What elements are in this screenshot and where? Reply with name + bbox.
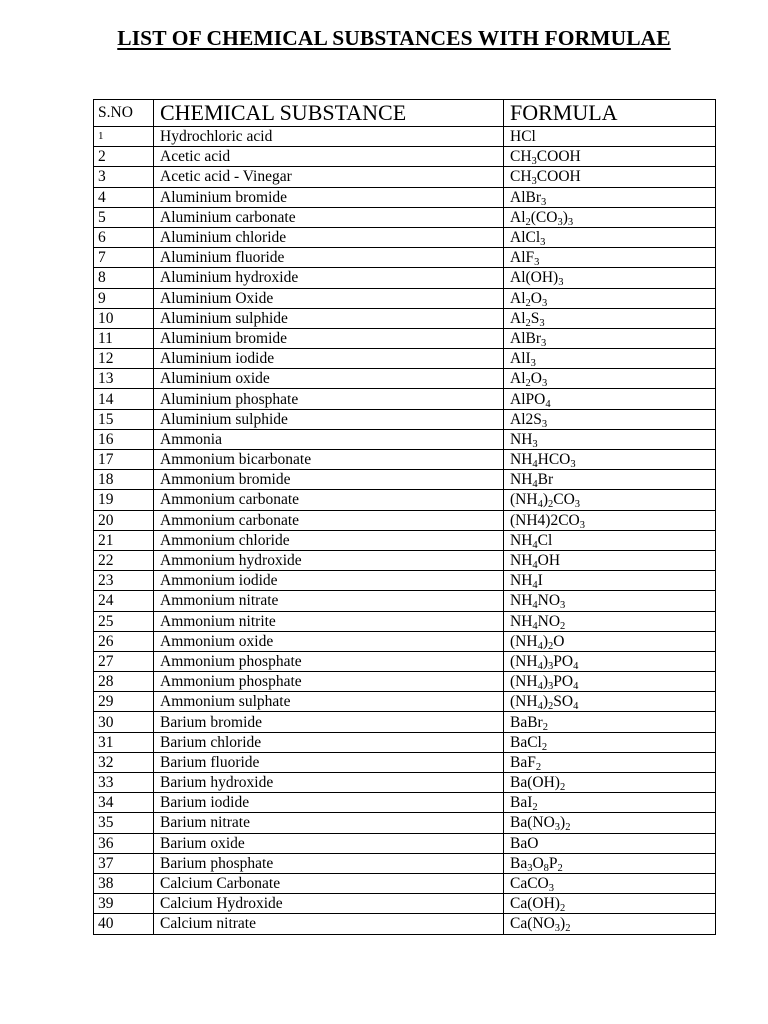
formula-subscript: 2 [541, 741, 548, 753]
formula-text: BaF [510, 753, 536, 771]
formula-text: SO [553, 693, 574, 711]
formula-cell [504, 773, 716, 793]
formula-subscript: 3 [527, 862, 533, 874]
formula-cell [504, 227, 716, 247]
table-row [94, 248, 716, 268]
table-row [94, 550, 716, 570]
formula-text: BaBr [510, 713, 543, 731]
formula-cell [504, 167, 716, 187]
substance-name-cell: Calcium Carbonate [154, 873, 504, 893]
formula-subscript: 4 [532, 600, 538, 611]
formula-cell [504, 732, 716, 752]
serial-number-cell: 7 [94, 248, 154, 268]
sno-column-header: S.NO [94, 100, 154, 127]
formula-text: NH [510, 552, 533, 570]
table-row [94, 894, 716, 914]
formula-cell [504, 752, 716, 772]
formula-subscript: 8 [543, 862, 549, 874]
formula-text: PO [553, 652, 574, 670]
formula-cell [504, 853, 716, 873]
serial-number-cell: 30 [94, 712, 154, 732]
formula-text: ) [542, 673, 548, 691]
serial-number-cell: 19 [94, 490, 154, 510]
formula-text: NO [537, 592, 561, 610]
formula-text: NH [510, 572, 533, 590]
formula-text: BaO [510, 834, 539, 852]
formula-cell [504, 813, 716, 833]
table-row [94, 187, 716, 207]
substance-name-cell: Ammonium nitrate [154, 591, 504, 611]
formula-text: CaCO [510, 875, 549, 893]
serial-number-cell: 39 [94, 894, 154, 914]
formula-cell [504, 873, 716, 893]
formula-text: O [532, 854, 544, 872]
formula-subscript: 3 [554, 923, 561, 934]
formula-cell [504, 389, 716, 409]
substance-name-cell: Calcium nitrate [154, 914, 504, 934]
serial-number-cell: 6 [94, 227, 154, 247]
formula-subscript: 4 [532, 539, 538, 551]
serial-number-cell: 11 [94, 328, 154, 348]
formula-subscript: 4 [573, 701, 579, 712]
serial-number-cell: 35 [94, 813, 154, 833]
formula-subscript: 3 [547, 681, 554, 692]
table-row [94, 853, 716, 873]
table-header-row [94, 100, 716, 127]
substance-column-header: CHEMICAL SUBSTANCE [154, 100, 504, 127]
formula-cell [504, 147, 716, 167]
table-row [94, 692, 716, 712]
serial-number-cell: 17 [94, 450, 154, 470]
serial-number-cell: 29 [94, 692, 154, 712]
formula-text: (NH [510, 673, 538, 691]
serial-number-cell: 9 [94, 288, 154, 308]
formula-text: BaI [510, 794, 533, 812]
substance-name-cell: Aluminium sulphide [154, 409, 504, 429]
serial-number-cell: 2 [94, 147, 154, 167]
table-row [94, 429, 716, 449]
substance-name-cell: Ammonium hydroxide [154, 550, 504, 570]
serial-number-cell: 21 [94, 530, 154, 550]
substance-name-cell: Ammonium chloride [154, 530, 504, 550]
formula-subscript: 3 [530, 358, 536, 369]
formula-subscript: 2 [547, 640, 554, 652]
table-row [94, 712, 716, 732]
formula-text: P [548, 854, 558, 872]
formula-subscript: 2 [547, 499, 554, 511]
formula-text: ) [542, 693, 548, 711]
formula-text: (NH [510, 652, 538, 670]
table-row [94, 389, 716, 409]
table-row [94, 732, 716, 752]
substance-name-cell: Barium bromide [154, 712, 504, 732]
formula-cell [504, 651, 716, 671]
formula-text: Ba [510, 854, 528, 872]
substance-name-cell: Ammonium phosphate [154, 672, 504, 692]
table-row [94, 490, 716, 510]
formula-text: HCO [537, 451, 571, 469]
formula-subscript: 4 [532, 620, 538, 632]
table-row [94, 591, 716, 611]
formula-text: Ca(NO [510, 915, 555, 933]
serial-number-cell: 13 [94, 369, 154, 389]
formula-subscript: 4 [532, 459, 538, 470]
substance-name-cell: Calcium Hydroxide [154, 894, 504, 914]
formula-subscript: 3 [579, 519, 585, 531]
formula-text: COOH [536, 168, 581, 186]
formula-cell [504, 470, 716, 490]
substance-name-cell: Barium nitrate [154, 813, 504, 833]
substance-name-cell: Hydrochloric acid [154, 127, 504, 147]
formula-subscript: 2 [547, 701, 554, 712]
formula-text: Al [510, 208, 526, 226]
formula-subscript: 4 [532, 479, 538, 490]
table-row [94, 288, 716, 308]
serial-number-cell: 32 [94, 752, 154, 772]
substance-name-cell: Barium chloride [154, 732, 504, 752]
formula-column-header: FORMULA [504, 100, 716, 127]
serial-number-cell: 4 [94, 187, 154, 207]
substance-name-cell: Ammonium phosphate [154, 651, 504, 671]
formula-subscript: 3 [531, 176, 537, 188]
formula-cell [504, 308, 716, 328]
serial-number-cell: 10 [94, 308, 154, 328]
formula-subscript: 3 [534, 257, 540, 268]
formula-cell [504, 530, 716, 550]
substance-name-cell: Barium iodide [154, 793, 504, 813]
page-title: LIST OF CHEMICAL SUBSTANCES WITH FORMULAE [117, 26, 671, 50]
formula-text: OH [537, 552, 561, 570]
formula-subscript: 4 [532, 560, 538, 571]
formula-text: ) [542, 652, 548, 670]
formula-cell [504, 187, 716, 207]
formula-text: (NH [510, 491, 538, 509]
formula-text: COOH [536, 148, 581, 166]
formula-cell [504, 793, 716, 813]
table-row [94, 369, 716, 389]
formula-subscript: 3 [541, 378, 548, 389]
table-row [94, 227, 716, 247]
formula-text: CO [553, 491, 575, 509]
table-row [94, 914, 716, 934]
formula-text: ) [562, 208, 568, 226]
formula-text: Cl [537, 531, 553, 549]
table-row [94, 631, 716, 651]
formula-text: Al2S [510, 410, 542, 428]
serial-number-cell: 14 [94, 389, 154, 409]
table-row [94, 409, 716, 429]
substance-name-cell: Ammonium carbonate [154, 510, 504, 530]
substance-name-cell: Ammonium carbonate [154, 490, 504, 510]
formula-text: O [553, 632, 565, 650]
substance-name-cell: Aluminium chloride [154, 227, 504, 247]
table-row [94, 813, 716, 833]
serial-number-cell: 36 [94, 833, 154, 853]
formula-subscript: 3 [532, 438, 538, 450]
formula-cell [504, 450, 716, 470]
table-row [94, 571, 716, 591]
formula-subscript: 3 [574, 499, 581, 511]
formula-subscript: 3 [548, 883, 554, 894]
formula-subscript: 2 [525, 216, 531, 228]
formula-cell [504, 894, 716, 914]
formula-text: Br [537, 471, 554, 489]
formula-text: NH [510, 531, 533, 549]
formula-cell [504, 631, 716, 651]
table-body [94, 127, 716, 935]
formula-cell [504, 833, 716, 853]
formula-subscript: 3 [539, 317, 545, 329]
formula-cell [504, 672, 716, 692]
formula-subscript: 4 [537, 701, 543, 712]
serial-number-cell: 16 [94, 429, 154, 449]
formula-text: Al [510, 370, 526, 388]
formula-subscript: 2 [559, 782, 566, 793]
formula-subscript: 3 [541, 297, 548, 309]
serial-number-cell: 38 [94, 873, 154, 893]
formula-text: PO [553, 673, 574, 691]
serial-number-cell: 22 [94, 550, 154, 570]
formula-text: BaCl [510, 733, 542, 751]
formula-subscript: 3 [554, 822, 561, 834]
formula-text: NH [510, 451, 533, 469]
formula-subscript: 2 [525, 378, 531, 389]
formula-subscript: 2 [565, 822, 571, 834]
table-row [94, 793, 716, 813]
formula-subscript: 3 [540, 237, 546, 248]
table-row [94, 530, 716, 550]
substance-name-cell: Ammonium sulphate [154, 692, 504, 712]
table-row [94, 127, 716, 147]
formula-subscript: 3 [541, 196, 547, 208]
formula-subscript: 2 [532, 802, 538, 813]
formula-text: (CO [530, 208, 558, 226]
formula-cell [504, 268, 716, 288]
serial-number-cell: 31 [94, 732, 154, 752]
formula-text: Al [510, 289, 526, 307]
serial-number-cell: 3 [94, 167, 154, 187]
serial-number-cell: 25 [94, 611, 154, 631]
formula-text: I [537, 572, 543, 590]
serial-number-cell: 26 [94, 631, 154, 651]
formula-subscript: 3 [570, 459, 576, 470]
formula-cell [504, 914, 716, 934]
formula-cell [504, 550, 716, 570]
serial-number-cell: 8 [94, 268, 154, 288]
substance-name-cell: Aluminium hydroxide [154, 268, 504, 288]
formula-text: O [530, 289, 542, 307]
substance-name-cell: Barium hydroxide [154, 773, 504, 793]
substance-name-cell: Aluminium iodide [154, 349, 504, 369]
substance-name-cell: Ammonium oxide [154, 631, 504, 651]
formula-subscript: 2 [559, 903, 566, 914]
table-row [94, 773, 716, 793]
formula-text: Ca(OH) [510, 895, 560, 913]
formula-subscript: 4 [537, 640, 543, 652]
table-row [94, 611, 716, 631]
formula-text: NH [510, 612, 533, 630]
formula-text: AlI [510, 350, 531, 368]
formula-cell [504, 127, 716, 147]
formula-text: Ba(OH) [510, 774, 560, 792]
serial-number-cell: 24 [94, 591, 154, 611]
formula-subscript: 4 [532, 580, 538, 591]
substance-name-cell: Ammonium bromide [154, 470, 504, 490]
serial-number-cell: 37 [94, 853, 154, 873]
serial-number-cell: 18 [94, 470, 154, 490]
substance-name-cell: Ammonium bicarbonate [154, 450, 504, 470]
formula-text: ) [560, 814, 566, 832]
formula-text: CH [510, 168, 532, 186]
formula-text: ) [560, 915, 566, 933]
formula-subscript: 3 [541, 337, 547, 349]
formula-text: AlF [510, 249, 535, 267]
formula-cell [504, 571, 716, 591]
table-row [94, 752, 716, 772]
formula-text: (NH [510, 693, 538, 711]
serial-number-cell: 20 [94, 510, 154, 530]
serial-number-cell: 33 [94, 773, 154, 793]
formula-subscript: 3 [567, 216, 574, 228]
formula-cell [504, 369, 716, 389]
formula-subscript: 2 [560, 620, 566, 632]
formula-text: CH [510, 148, 532, 166]
formula-subscript: 3 [541, 418, 548, 430]
serial-number-cell: 12 [94, 349, 154, 369]
formula-text: ) [542, 491, 548, 509]
formula-cell [504, 591, 716, 611]
table-row [94, 167, 716, 187]
formula-subscript: 3 [560, 600, 566, 611]
table-row [94, 349, 716, 369]
serial-number-cell: 28 [94, 672, 154, 692]
formula-text: S [530, 309, 540, 327]
serial-number-cell: 15 [94, 409, 154, 429]
substance-name-cell: Aluminium oxide [154, 369, 504, 389]
table-row [94, 268, 716, 288]
serial-number-cell: 5 [94, 207, 154, 227]
formula-text: (NH [510, 632, 538, 650]
substance-name-cell: Barium fluoride [154, 752, 504, 772]
substance-name-cell: Barium phosphate [154, 853, 504, 873]
formula-text: O [530, 370, 542, 388]
formula-text: NH [510, 471, 533, 489]
serial-number-cell: 27 [94, 651, 154, 671]
table-row [94, 672, 716, 692]
formula-text: AlPO [510, 390, 546, 408]
serial-number-cell: 34 [94, 793, 154, 813]
formula-subscript: 2 [525, 317, 531, 329]
formula-text: ) [542, 632, 548, 650]
table-row [94, 470, 716, 490]
formula-text: AlBr [510, 329, 541, 347]
formula-text: AlCl [510, 229, 541, 247]
formula-subscript: 4 [545, 398, 551, 410]
formula-subscript: 4 [573, 660, 579, 672]
formula-subscript: 2 [525, 297, 531, 309]
table-row [94, 833, 716, 853]
formula-subscript: 2 [565, 923, 571, 934]
table-row [94, 207, 716, 227]
substance-name-cell: Aluminium fluoride [154, 248, 504, 268]
chemical-formula-table [93, 99, 716, 935]
formula-cell [504, 712, 716, 732]
formula-text: Ba(NO [510, 814, 555, 832]
formula-text: NO [537, 612, 561, 630]
formula-text: Al [510, 309, 526, 327]
substance-name-cell: Ammonium nitrite [154, 611, 504, 631]
formula-cell [504, 288, 716, 308]
formula-text: AlBr [510, 188, 541, 206]
formula-subscript: 4 [573, 681, 579, 692]
formula-text: Al(OH) [510, 269, 559, 287]
formula-subscript: 3 [558, 277, 564, 288]
substance-name-cell: Aluminium Oxide [154, 288, 504, 308]
table-row [94, 450, 716, 470]
table-row [94, 873, 716, 893]
substance-name-cell: Aluminium bromide [154, 328, 504, 348]
formula-cell [504, 328, 716, 348]
formula-cell [504, 510, 716, 530]
formula-cell [504, 409, 716, 429]
formula-subscript: 4 [537, 681, 543, 692]
formula-text: (NH4)2CO [510, 511, 580, 529]
table-row [94, 651, 716, 671]
substance-name-cell: Acetic acid - Vinegar [154, 167, 504, 187]
table-row [94, 328, 716, 348]
formula-text: NH [510, 592, 533, 610]
formula-text: NH [510, 430, 533, 448]
substance-name-cell: Ammonia [154, 429, 504, 449]
formula-cell [504, 429, 716, 449]
formula-subscript: 2 [557, 862, 563, 874]
substance-name-cell: Aluminium carbonate [154, 207, 504, 227]
table-row [94, 510, 716, 530]
formula-subscript: 3 [557, 216, 563, 228]
substance-name-cell: Aluminium phosphate [154, 389, 504, 409]
formula-cell [504, 349, 716, 369]
formula-cell [504, 248, 716, 268]
formula-subscript: 2 [542, 721, 548, 733]
formula-subscript: 3 [531, 156, 537, 167]
serial-number-cell: 23 [94, 571, 154, 591]
formula-cell [504, 490, 716, 510]
table-row [94, 147, 716, 167]
serial-number-cell: 40 [94, 914, 154, 934]
formula-subscript: 2 [535, 761, 542, 773]
serial-number-cell: 1 [94, 127, 154, 147]
formula-subscript: 3 [547, 660, 554, 672]
substance-name-cell: Aluminium bromide [154, 187, 504, 207]
substance-name-cell: Ammonium iodide [154, 571, 504, 591]
substance-name-cell: Acetic acid [154, 147, 504, 167]
substance-name-cell: Aluminium sulphide [154, 308, 504, 328]
formula-subscript: 4 [537, 660, 543, 672]
substance-name-cell: Barium oxide [154, 833, 504, 853]
formula-subscript: 4 [537, 499, 543, 511]
formula-cell [504, 207, 716, 227]
table-row [94, 308, 716, 328]
formula-cell [504, 692, 716, 712]
formula-text: HCl [510, 128, 536, 146]
formula-cell [504, 611, 716, 631]
